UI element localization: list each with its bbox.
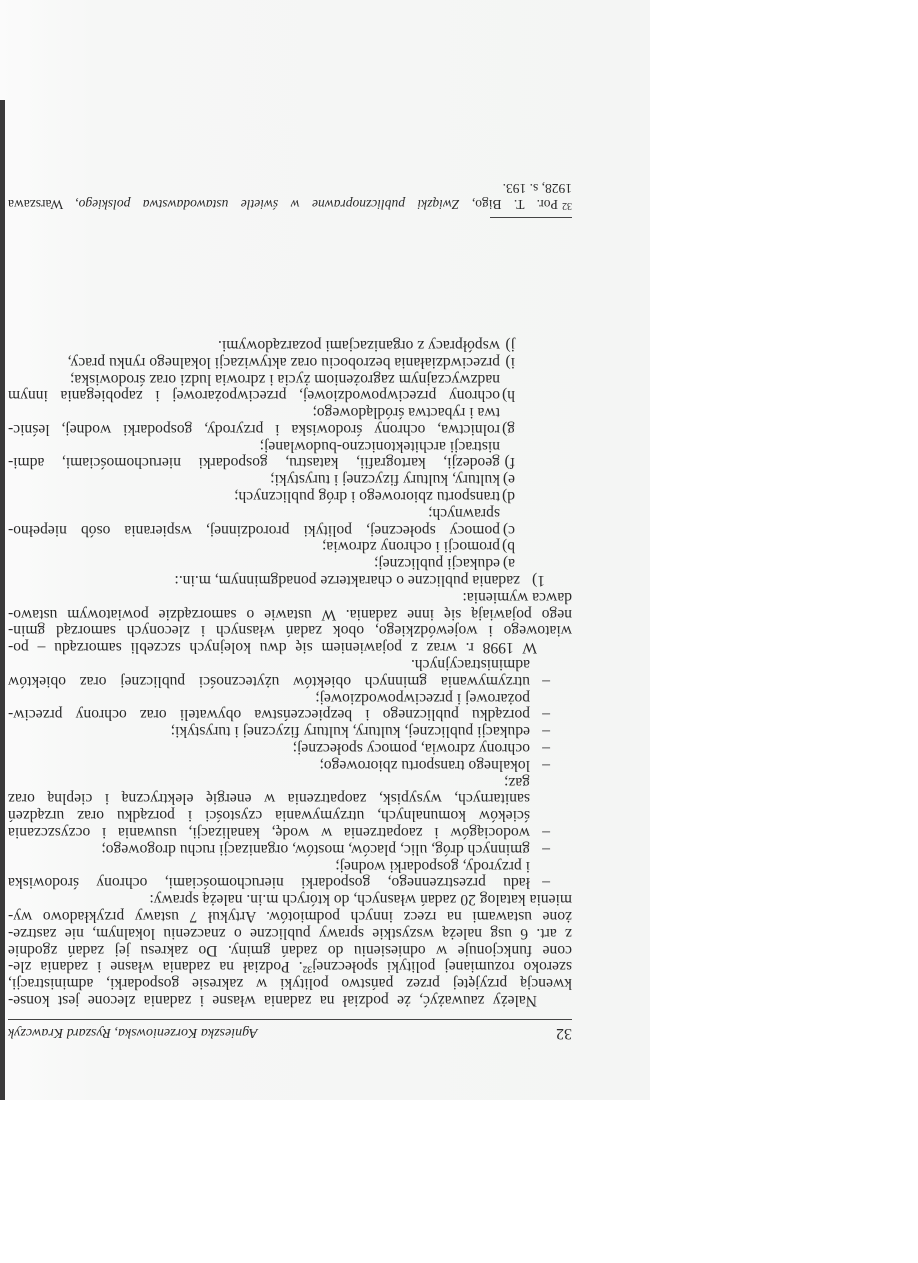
text-line: wodociągów i zaopatrzenia w wodę, kanalizacji, usuwania i oczyszczania –: [8, 824, 550, 842]
list-item: [8, 353, 572, 370]
list-marker: –: [542, 672, 550, 690]
list-item: [8, 554, 572, 571]
text-line: geodezji, kartografii, katastru, gospodarki nieruchomościami, admi- f): [8, 454, 515, 472]
list-item: [8, 571, 572, 588]
text-line: kwencją przyjętej przez państwo polityki w zakresie gospodarki, administracji,: [8, 975, 572, 993]
text-line: ochrony zdrowia, pomocy społecznej; –: [292, 740, 550, 758]
footnote-prefix: Por. T. Bigo,: [459, 197, 558, 212]
text-line: W 1998 r. wraz z pojawieniem się dwu kolejnych szczebli samorządu – po-: [8, 639, 537, 657]
text-line: transportu zbiorowego i dróg publicznych; d): [234, 488, 515, 506]
list-marker: f): [504, 454, 515, 472]
list-marker: c): [502, 521, 515, 539]
text-line: porządku publicznego i bezpieczeństwa obywateli oraz ochrony przeciw- –: [8, 706, 550, 724]
list-item: [8, 504, 572, 538]
page-number: 32: [556, 1025, 572, 1042]
list-item: [8, 655, 572, 689]
list-marker: b): [502, 538, 515, 556]
text-line: Należy zauważyć, że podział na zadania własne i zadania zlecone jest konse-: [8, 992, 537, 1009]
list-item: [8, 722, 572, 739]
text-line: utrzymywania gminnych obiektów użyteczności publicznej oraz obiektów –: [8, 672, 550, 690]
text-line: twa i rybactwa śródlądowego;: [312, 404, 500, 422]
text-line: nego pojawiają się inne zadania. W ustawie o samorządzie powiatowym ustawo-: [8, 605, 572, 623]
footnote-line: 1928, s. 193.: [502, 181, 572, 196]
body-text: [8, 336, 572, 1008]
text-line: współpracy z organizacjami pozarządowymi. j): [217, 336, 515, 354]
text-line: kultury, kultury fizycznej i turystyki; e): [270, 471, 515, 489]
list-item: [8, 739, 572, 756]
list-marker: –: [542, 706, 550, 724]
paragraph: [8, 588, 572, 655]
text-line: ochrony przeciwpowodziowej, przeciwpożarowej i zapobiegania innym h): [8, 387, 515, 405]
scan-edge-shadow: [0, 100, 5, 1100]
footnote-line: [8, 196, 572, 212]
list-marker: –: [542, 723, 550, 741]
list-marker: g): [502, 420, 515, 438]
list-item: [8, 773, 572, 840]
text-line: wiatowego i wojewódzkiego, obok zadań własnych i zleconych samorząd gmin-: [8, 622, 572, 640]
text-line: nistracji architektoniczno-budowlanej;: [259, 437, 500, 455]
text-line: ładu przestrzennego, gospodarki nieruchomościami, ochrony środowiska –: [8, 874, 550, 892]
list-marker: h): [502, 387, 515, 405]
running-header-authors: Agnieszka Korzeniowska, Ryszard Krawczyk: [8, 1025, 258, 1040]
list-item: [8, 336, 572, 353]
list-item: [8, 370, 572, 404]
text-line: zadania publiczne o charakterze ponadgminnym, m.in.: 1): [174, 572, 545, 590]
text-line: i przyrody, gospodarki wodnej;: [335, 857, 530, 875]
list-item: [8, 437, 572, 471]
list-item: [8, 487, 572, 504]
text-line: edukacji publicznej; a): [374, 555, 515, 573]
text-line: edukacji publicznej, kultury, kultury fizycznej i turystyki; –: [170, 723, 550, 741]
text-line: szeroko rozumianej polityki społecznej³². Podział na zadania własne i zadania zle-: [8, 958, 572, 976]
list-marker: j): [505, 336, 515, 354]
text-line: cone funkcjonuje w odniesieniu do zadań gminy. Do zakresu jej zadań zgodnie: [8, 941, 572, 959]
text-line: administracyjnych.: [410, 656, 530, 674]
running-header: [8, 1019, 572, 1042]
text-line: mienia katalog 20 zadań własnych, do których m.in. należą sprawy:: [149, 891, 572, 909]
list-marker: –: [542, 874, 550, 892]
text-line: pomocy społecznej, polityki prorodzinnej, wspierania osób niepełno- c): [8, 521, 515, 539]
text-line: pożarowej i przeciwpowodziowej;: [315, 689, 530, 707]
list-item: [8, 857, 572, 891]
text-line: sanitarnych, wysypisk, zaopatrzenia w energię elektryczną i cieplną oraz: [8, 790, 530, 808]
text-line: gminnych dróg, ulic, placów, mostów, organizacji ruchu drogowego; –: [101, 840, 550, 858]
text-line: nadzwyczajnym zagrożeniom życia i zdrowia ludzi oraz środowiska;: [70, 370, 500, 388]
text-line: przeciwdziałania bezrobociu oraz aktywizacji lokalnego rynku pracy, i): [67, 353, 515, 371]
list-marker: a): [502, 555, 515, 573]
footnote-number: 32: [562, 200, 572, 211]
list-item: [8, 403, 572, 437]
list-marker: –: [542, 756, 550, 774]
list-marker: –: [542, 824, 550, 842]
text-line: promocji i ochrony zdrowia; b): [322, 538, 515, 556]
list-item: [8, 538, 572, 555]
list-marker: e): [502, 471, 515, 489]
text-line: ścieków komunalnych, utrzymywania czystości i porządku oraz urządzeń: [8, 807, 530, 825]
list-marker: i): [505, 353, 515, 371]
footnote-suffix: , Warszawa: [8, 197, 79, 212]
text-line: rolnictwa, ochrony środowiska i przyrody, gospodarki wodnej, leśnic- g): [8, 420, 515, 438]
text-line: lokalnego transportu zbiorowego; –: [319, 756, 550, 774]
list-marker: 1): [532, 572, 545, 590]
paragraph: [8, 890, 572, 1008]
list-marker: –: [542, 740, 550, 758]
list-item: [8, 689, 572, 723]
text-line: sprawnych;: [428, 504, 500, 522]
list-item: [8, 756, 572, 773]
text-line: dawca wymienia:: [462, 588, 572, 606]
footnote-rule: [490, 217, 572, 218]
list-item: [8, 471, 572, 488]
footnote: [8, 180, 572, 212]
list-marker: d): [502, 488, 515, 506]
list-marker: –: [542, 840, 550, 858]
text-line: żone ustawami na rzecz innych podmiotów. Artykuł 7 ustawy przykładowo wy-: [8, 908, 572, 926]
text-line: z art. 6 usg należą wszystkie sprawy publiczne o znaczeniu lokalnym, nie zastrze-: [8, 924, 572, 942]
list-item: [8, 840, 572, 857]
text-line: gaz;: [504, 773, 530, 791]
footnote-title: Związki publicznoprawne w świetle ustawodawstwa polskiego: [78, 197, 460, 212]
